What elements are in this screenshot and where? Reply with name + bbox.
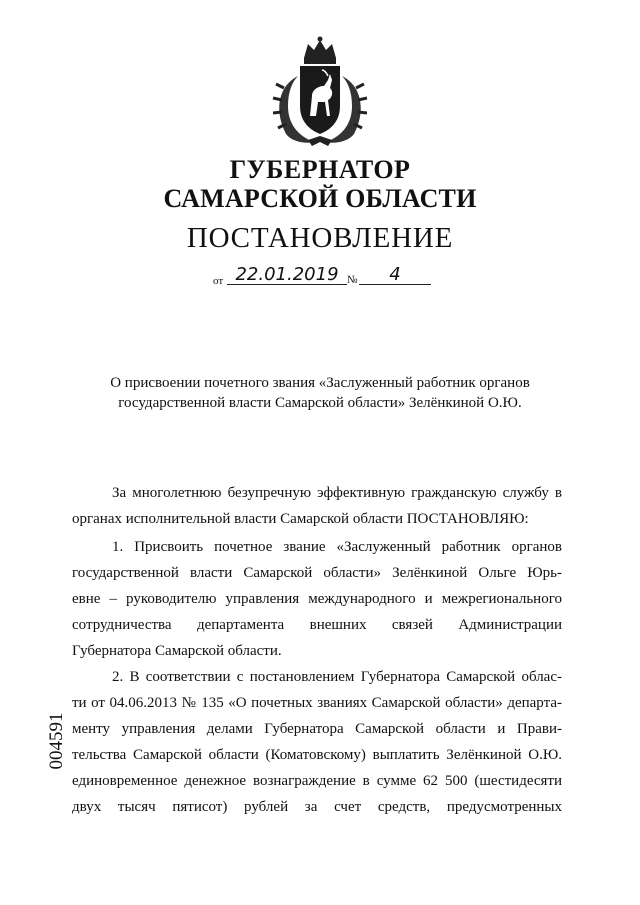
item2-line: 2. В соответствии с постановлением Губернатора Самарской облас- (112, 669, 562, 685)
document-date: 22.01.2019 (227, 264, 347, 285)
item1-line: 1. Присвоить почетное звание «Заслуженный работник органов (112, 539, 562, 555)
document-type: ПОСТАНОВЛЕНИЕ (186, 222, 454, 254)
document-requisites (213, 264, 433, 292)
issuer-title-line2: САМАРСКОЙ ОБЛАСТИ (163, 184, 477, 213)
coat-of-arms-icon (268, 36, 372, 148)
intro-line: органах исполнительной власти Самарской области ПОСТАНОВЛЯЮ: (72, 511, 529, 527)
margin-registration-number: 004591 (46, 712, 67, 770)
item1-line: евне – руководителю управления международного и межрегионального (72, 591, 562, 607)
item1-line: Губернатора Самарской области. (72, 643, 282, 659)
item2-line: менту управления делами Губернатора Самарской области и Прави- (72, 721, 562, 737)
item2-line: двух тысяч пятисот) рублей за счет средств, предусмотренных (72, 799, 562, 815)
item2-line: единовременное денежное вознаграждение в сумме 62 500 (шестидесяти (72, 773, 562, 789)
intro-line: За многолетнюю безупречную эффективную гражданскую службу в (112, 485, 562, 501)
date-prefix: от (213, 275, 224, 287)
document-number: 4 (359, 264, 431, 285)
subject-line: государственной власти Самарской области» Зелёнкиной О.Ю. (118, 395, 522, 411)
item2-line: ти от 04.06.2013 № 135 «О почетных званиях Самарской области» департа- (72, 695, 562, 711)
document-subject (0, 373, 640, 413)
item1-line: сотрудничества департамента внешних связей Администрации (72, 617, 562, 633)
issuer-title-line1: ГУБЕРНАТОР (229, 155, 411, 184)
item1-line: государственной власти Самарской области» Зелёнкиной Ольге Юрь- (72, 565, 562, 581)
subject-line: О присвоении почетного звания «Заслуженный работник органов (110, 375, 530, 391)
item2-line: тельства Самарской области (Коматовскому) выплатить Зелёнкиной О.Ю. (72, 747, 562, 763)
number-prefix: № (347, 274, 358, 286)
